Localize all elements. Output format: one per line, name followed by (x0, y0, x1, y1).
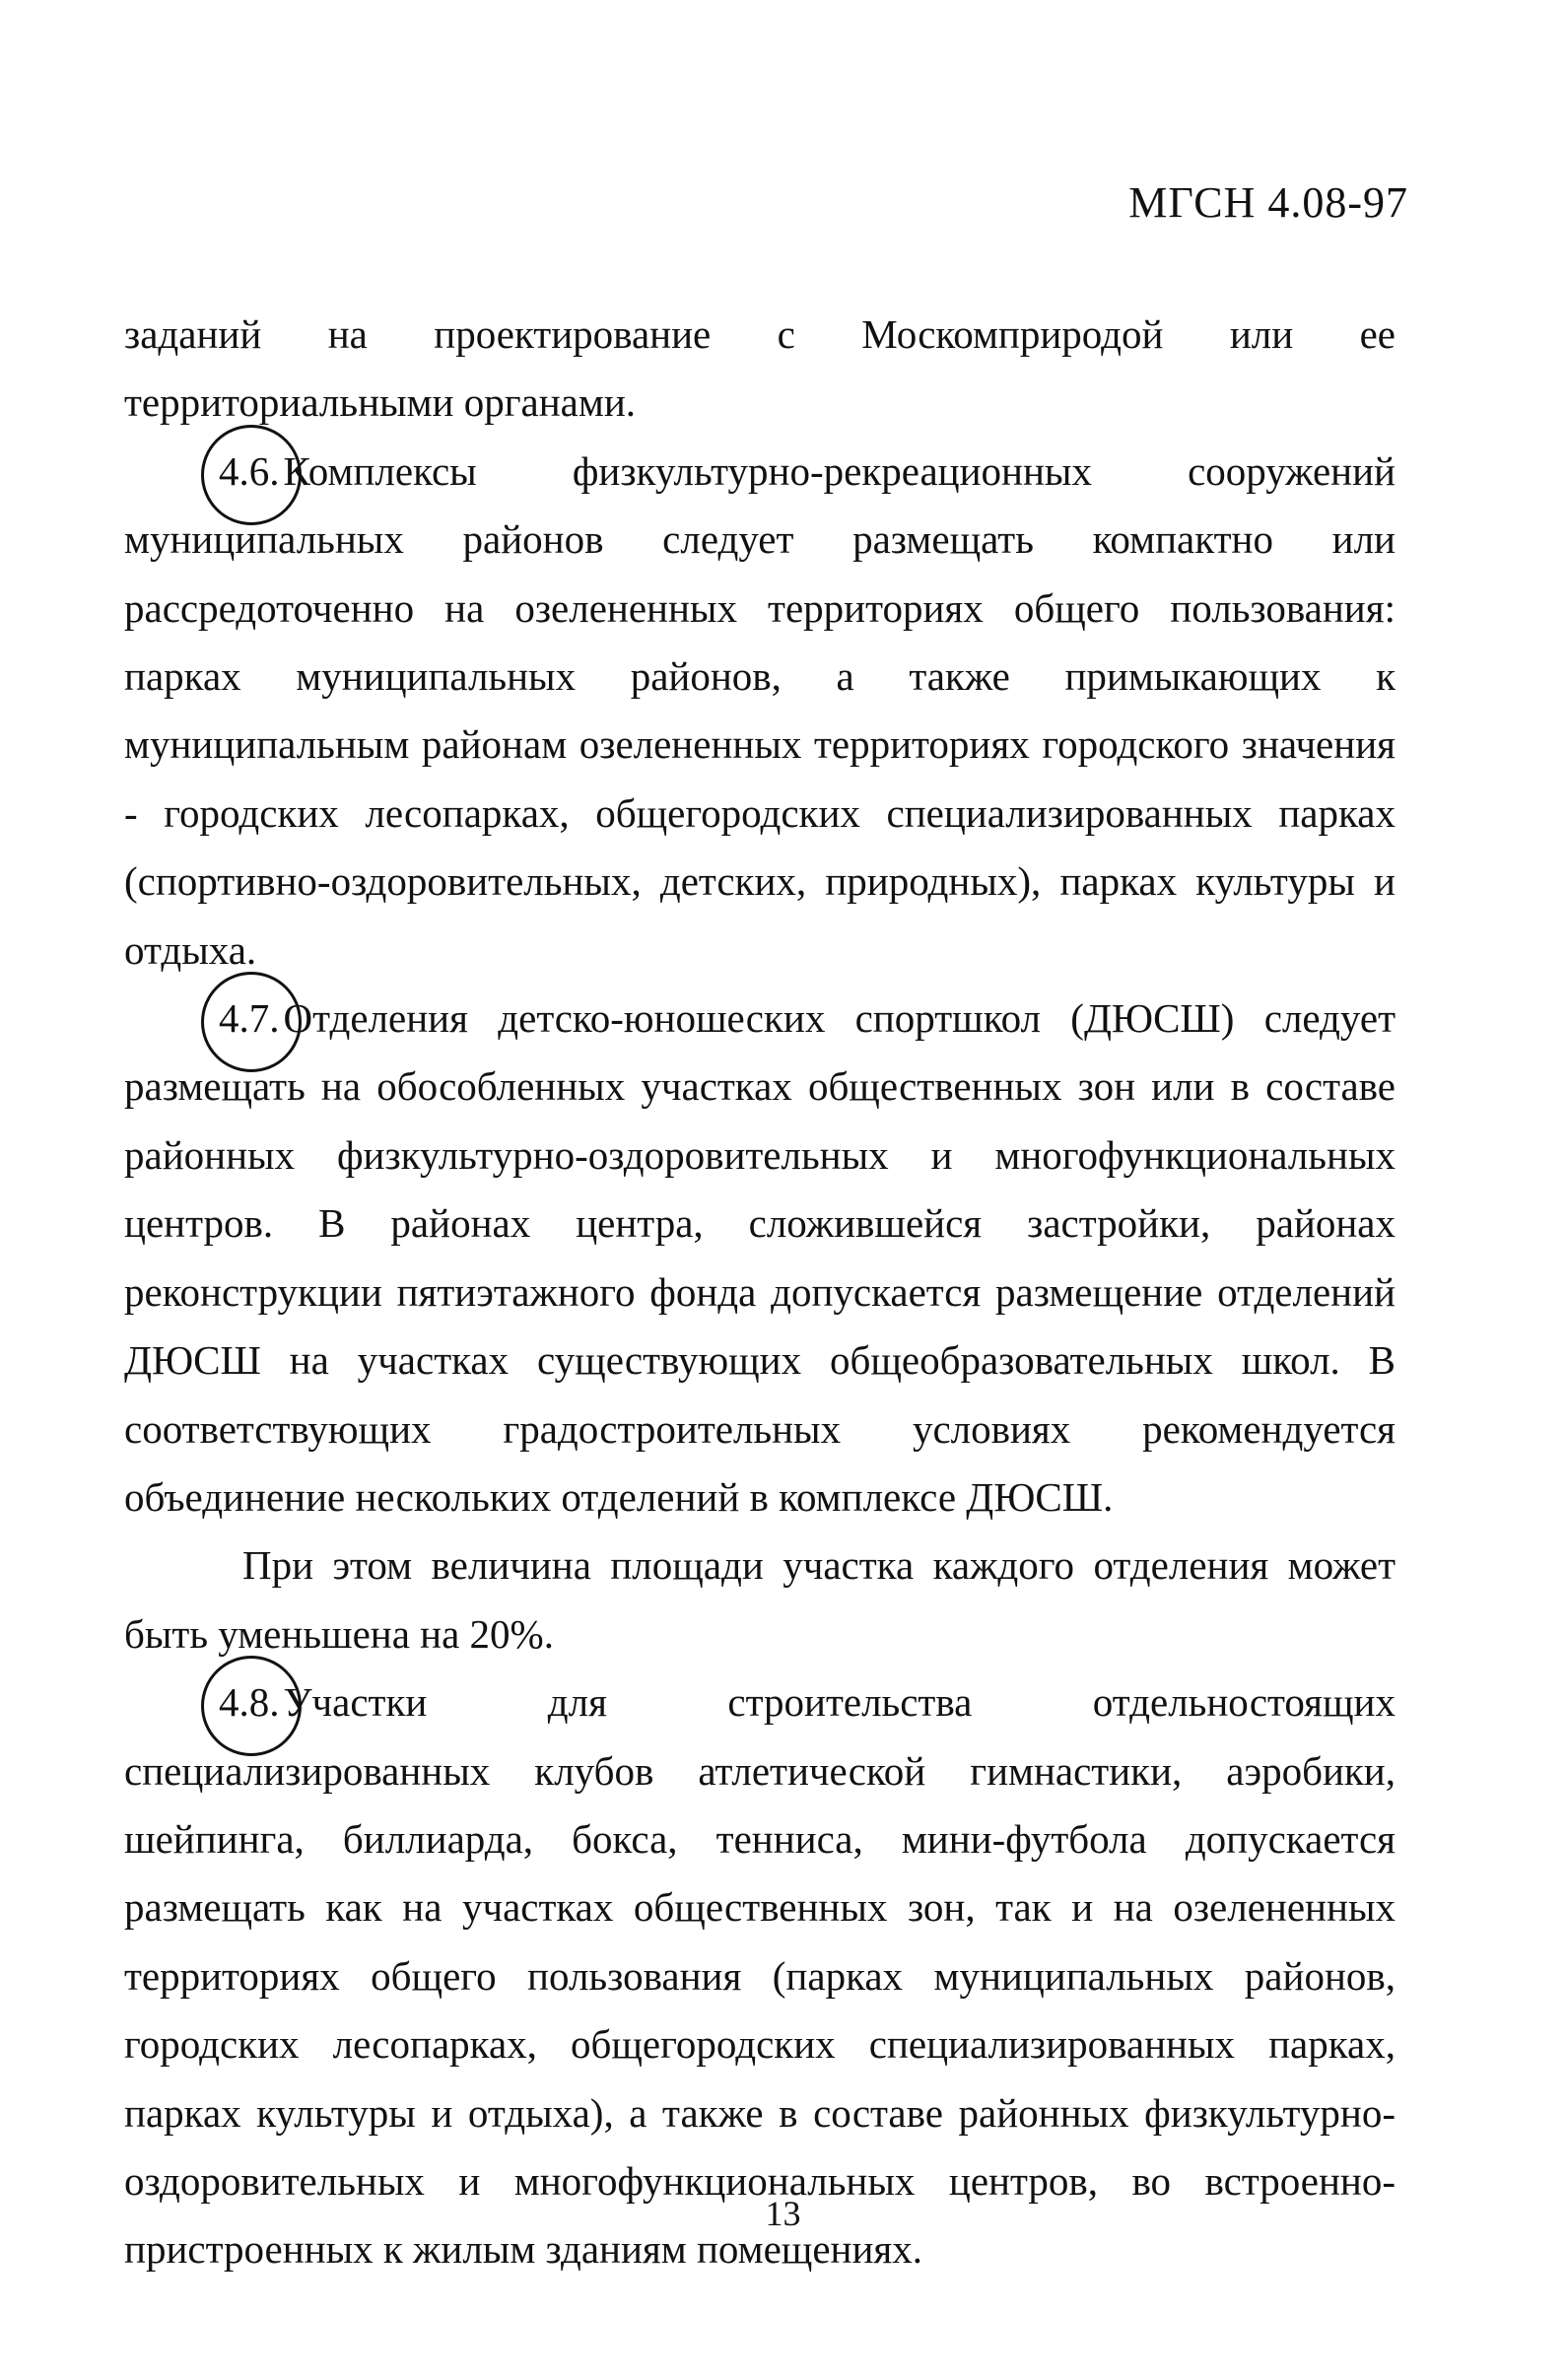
clause-number-text: 4.6. (219, 447, 280, 494)
clause-text: Комплексы физкультурно-рекреационных сооружений муниципальных районов следует размещать компактно или рассредоточенно на озелененных территориях общего пользования: парках муниципальных районов, а также примыкающих к муниципальным районам озелененных территориях городского значения - городских лесопарках, общегородских специализированных парках (спортивно-оздоровительных, детских, природных), парках культуры и отдыха. (124, 447, 1396, 973)
clause-number-text: 4.8. (219, 1679, 280, 1726)
clause-text: Отделения детско-юношеских спортшкол (ДЮСШ) следует размещать на обособленных участках общественных зон или в составе районных физкультурно-оздоровительных и многофункциональных центров. В районах центра, сложившейся застройки, районах реконструкции пятиэтажного фонда допускается размещение отделений ДЮСШ на участках существующих общеобразовательных школ. В соответствующих градостроительных условиях рекомендуется объединение нескольких отделений в комплексе ДЮСШ. (124, 995, 1396, 1520)
document-code: МГСН 4.08-97 (1128, 178, 1408, 227)
clause-4-6 (124, 438, 1396, 985)
clause-text: Участки для строительства отдельностоящих специализированных клубов атлетической гимнастики, аэробики, шейпинга, биллиарда, бокса, тенниса, мини-футбола допускается размещать как на участках общественных зон, так и на озелененных территориях общего пользования (парках муниципальных районов, городских лесопарках, общегородских специализированных парках, парках культуры и отдыха), а также в составе районных физкультурно-оздоровительных и многофункциональных центров, во встроенно-пристроенных к жилым зданиям помещениях. (124, 1679, 1396, 2273)
clause-number-4-8 (219, 1668, 280, 1736)
page-number: 13 (765, 2194, 801, 2233)
page-body (124, 301, 1396, 2284)
clause-number-4-6 (219, 438, 280, 506)
clause-number-4-7 (219, 985, 280, 1053)
paragraph-area-reduction: При этом величина площади участка каждого отделения может быть уменьшена на 20%. (124, 1542, 1396, 1657)
clause-4-7 (124, 985, 1396, 1531)
paragraph-continued: заданий на проектирование с Москомприродой или ее территориальными органами. (124, 311, 1396, 426)
clause-number-text: 4.7. (219, 995, 280, 1042)
